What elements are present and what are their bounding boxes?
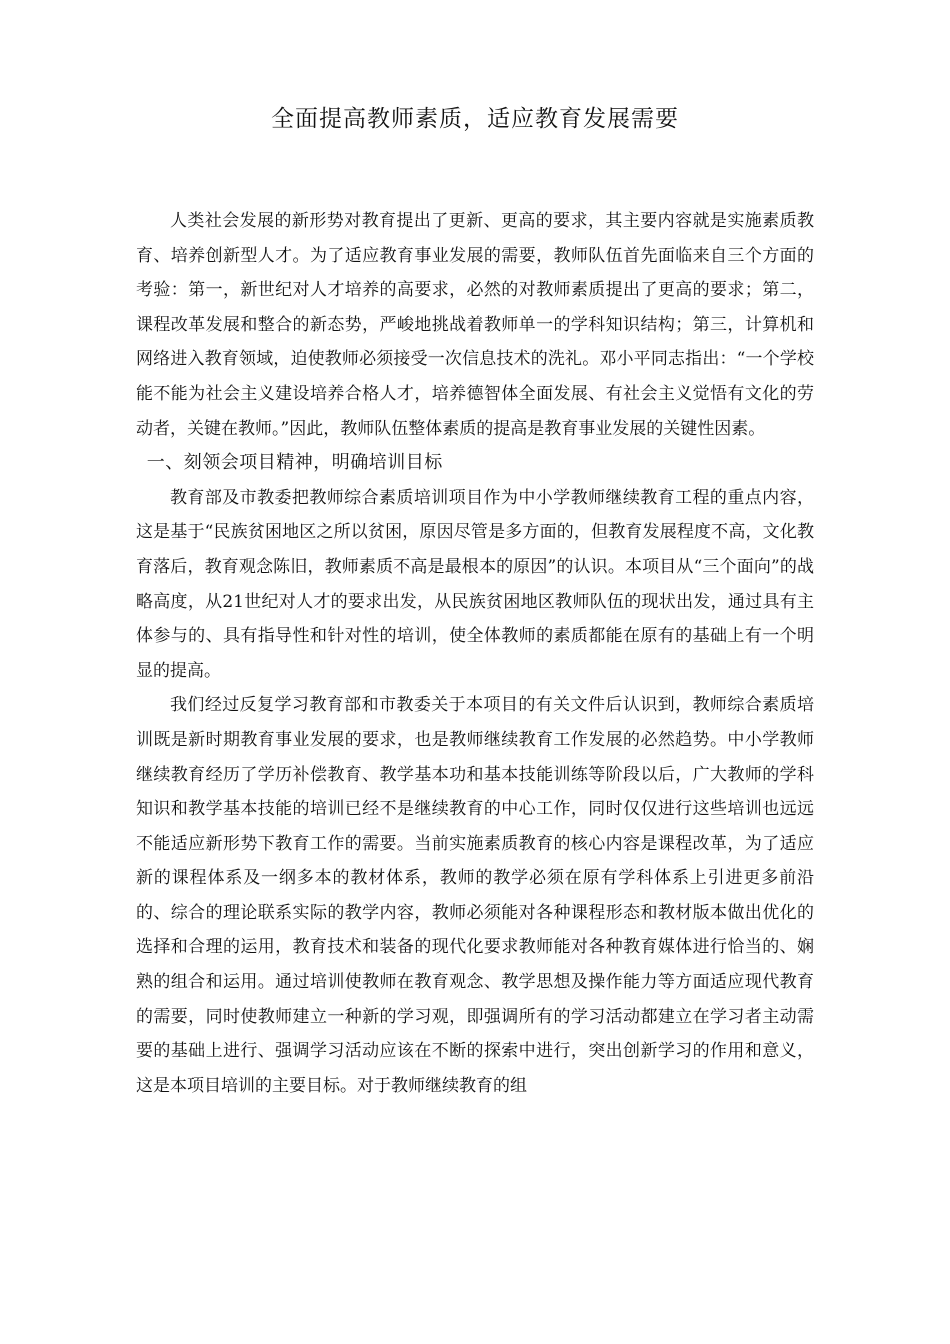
page-title: 全面提高教师素质，适应教育发展需要	[271, 106, 679, 132]
section-heading: 一、刻领会项目精神，明确培训目标	[146, 452, 443, 474]
section-paragraph: 我们经过反复学习教育部和市教委关于本项目的有关文件后认识到，教师综合素质培训既是新时期教育事业发展的要求，也是教师继续教育工作发展的必然趋势。中小学教师继续教育经历了学历补偿教育、教学基本功和基本技能训练等阶段以后，广大教师的学科知识和教学基本技能的培训已经不是继续教育的中心工作，同时仅仅进行这些培训也远远不能适应新形势下教育工作的需要。当前实施素质教育的核心内容是课程改革，为了适应新的课程体系及一纲多本的教材体系，教师的教学必须在原有学科体系上引进更多前沿的、综合的理论联系实际的教学内容，教师必须能对各种课程形态和教材版本做出优化的选择和合理的运用，教育技术和装备的现代化要求教师能对各种教育媒体进行恰当的、娴熟的组合和运用。通过培训使教师在教育观念、教学思想及操作能力等方面适应现代教育的需要，同时使教师建立一种新的学习观，即强调所有的学习活动都建立在学习者主动需要的基础上进行、强调学习活动应该在不断的探索中进行，突出创新学习的作用和意义，这是本项目培训的主要目标。对于教师继续教育的组	[136, 695, 814, 1096]
section-paragraph: 教育部及市教委把教师综合素质培训项目作为中小学教师继续教育工程的重点内容，这是基于“民族贫困地区之所以贫困，原因尽管是多方面的，但教育发展程度不高，文化教育落后，教育观念陈旧，教师素质不高是最根本的原因”的认识。本项目从“三个面向”的战略高度，从21世纪对人才的要求出发，从民族贫困地区教师队伍的现状出发，通过具有主体参与的、具有指导性和针对性的培训，使全体教师的素质都能在原有的基础上有一个明显的提高。	[136, 487, 814, 681]
document-body	[136, 204, 814, 1103]
intro-paragraph: 人类社会发展的新形势对教育提出了更新、更高的要求，其主要内容就是实施素质教育、培养创新型人才。为了适应教育事业发展的需要，教师队伍首先面临来自三个方面的考验：第一，新世纪对人才培养的高要求，必然的对教师素质提出了更高的要求；第二，课程改革发展和整合的新态势，严峻地挑战着教师单一的学科知识结构；第三，计算机和网络进入教育领域，迫使教师必须接受一次信息技术的洗礼。邓小平同志指出：“一个学校能不能为社会主义建设培养合格人才，培养德智体全面发展、有社会主义觉悟有文化的劳动者，关键在教师。”因此，教师队伍整体素质的提高是教育事业发展的关键性因素。	[136, 211, 814, 439]
